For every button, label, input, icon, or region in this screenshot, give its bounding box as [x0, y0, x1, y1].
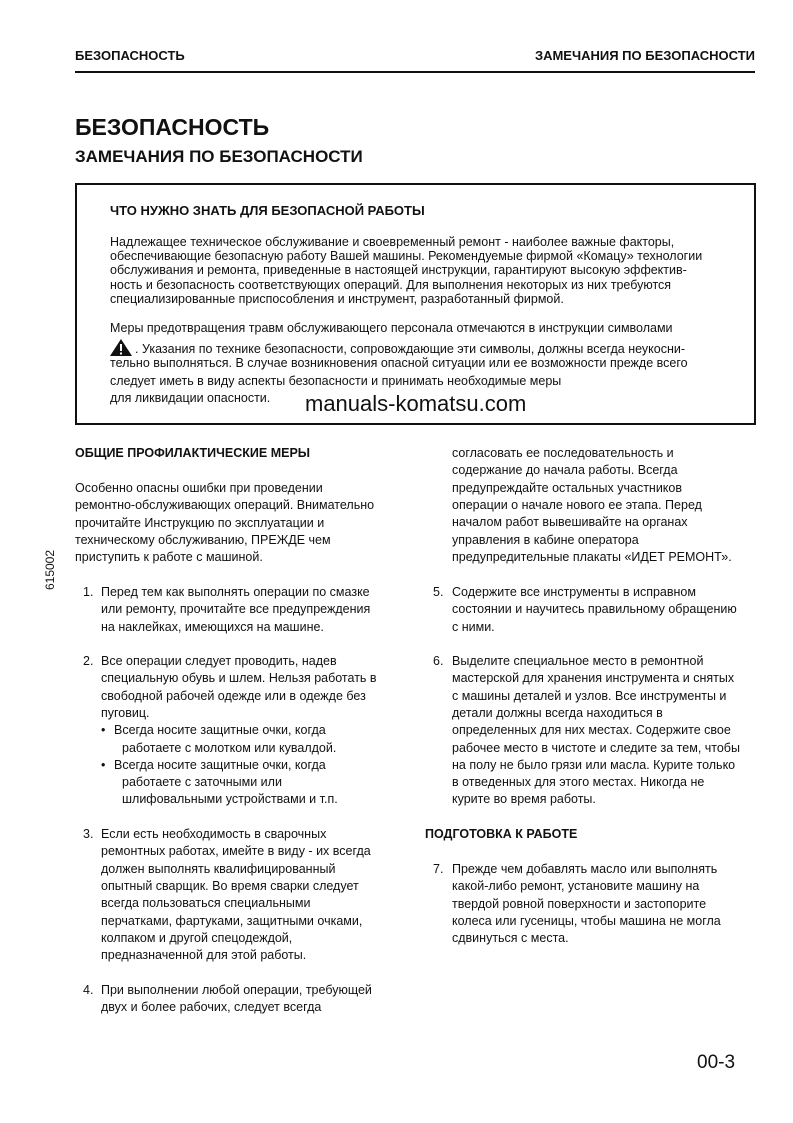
list-number: 6.	[433, 654, 444, 668]
list-item-line: специальную обувь и шлем. Нельзя работать в	[101, 671, 377, 686]
list-item-line: Прежде чем добавлять масло или выполнять	[452, 862, 718, 876]
list-item-line: на полу не было грязи или масла. Курите только	[452, 757, 736, 772]
notice-heading: ЧТО НУЖНО ЗНАТЬ ДЛЯ БЕЗОПАСНОЙ РАБОТЫ	[110, 203, 425, 218]
section-heading-general: ОБЩИЕ ПРОФИЛАКТИЧЕСКИЕ МЕРЫ	[75, 446, 311, 460]
notice-paragraph-line: обеспечивающие безопасную работу Вашей машины. Рекомендуемые фирмой «Комацу» технологии	[110, 249, 703, 264]
list-number: 7.	[433, 862, 444, 876]
list-item-line: свободной рабочей одежде или в одежде без	[101, 688, 366, 703]
list-item-line: детали должны всегда находиться в	[452, 705, 663, 720]
list-item-line: в отведенных для этого местах. Никогда не	[452, 775, 705, 790]
intro-line: приступить к работе с машиной.	[75, 550, 263, 565]
list-item-line: перчатками, фартуками, защитными очками,	[101, 913, 363, 928]
list-item-line: пуговиц.	[101, 705, 150, 720]
header-rule	[75, 71, 755, 73]
list-number: 3.	[83, 827, 94, 841]
list-item-line: или ремонту, прочитайте все предупреждения	[101, 602, 371, 617]
notice-paragraph-line: следует иметь в виду аспекты безопасности и принимать необходимые меры	[110, 373, 562, 388]
list-item-line: сдвинуться с места.	[452, 931, 569, 946]
watermark: manuals-komatsu.com	[305, 391, 527, 416]
page-number: 00-3	[697, 1052, 736, 1073]
list-item-line: курите во время работы.	[452, 792, 596, 807]
running-header-section: БЕЗОПАСНОСТЬ	[75, 48, 185, 63]
list-item-line: управления в кабине оператора	[452, 532, 639, 547]
bullet-icon: •	[101, 723, 106, 738]
list-item-line: мастерской для хранения инструмента и снятых	[452, 671, 735, 686]
list-number: 4.	[83, 983, 94, 997]
list-item-line: на наклейках, имеющихся на машине.	[101, 619, 324, 634]
list-item-line: предупреждайте остальных участников	[452, 480, 683, 495]
page-subtitle: ЗАМЕЧАНИЯ ПО БЕЗОПАСНОСТИ	[75, 147, 363, 166]
notice-paragraph-line: Надлежащее техническое обслуживание и своевременный ремонт - наиболее важные факторы,	[110, 235, 675, 249]
bullet-line: работаете с заточными или	[122, 775, 282, 790]
bullet-line: работаете с молотком или кувалдой.	[122, 740, 337, 755]
bullet-line: Всегда носите защитные очки, когда	[114, 757, 326, 772]
list-item-line: двух и более рабочих, следует всегда	[101, 1000, 322, 1015]
notice-paragraph-line: обслуживания и ремонта, приведенные в настоящей инструкции, гарантируют высокую эффектив-	[110, 263, 687, 278]
list-item-line: с ними.	[452, 619, 495, 634]
bullet-icon: •	[101, 757, 106, 772]
list-item-line: предупредительные плакаты «ИДЕТ РЕМОНТ».	[452, 549, 732, 564]
list-item-line: При выполнении любой операции, требующей	[101, 983, 372, 997]
list-item-line: колпаком и другой спецодеждой,	[101, 930, 293, 945]
running-header-topic: ЗАМЕЧАНИЯ ПО БЕЗОПАСНОСТИ	[534, 48, 755, 63]
list-item-line: определенных для них местах. Содержите свое	[452, 723, 731, 738]
bullet-line: Всегда носите защитные очки, когда	[114, 723, 326, 738]
list-item-line: всегда пользоваться специальными	[101, 896, 311, 911]
section-heading-preparation: ПОДГОТОВКА К РАБОТЕ	[425, 827, 578, 841]
page-title: БЕЗОПАСНОСТЬ	[75, 114, 270, 140]
list-number: 1.	[83, 585, 94, 599]
intro-line: Особенно опасны ошибки при проведении	[75, 481, 323, 495]
list-item-line: какой-либо ремонт, установите машину на	[452, 879, 700, 894]
notice-paragraph-line: тельно выполняться. В случае возникновения опасной ситуации или ее возможности прежде всего	[110, 356, 688, 370]
list-item-line: твердой ровной поверхности и застопорите	[452, 896, 707, 911]
list-item-line: Содержите все инструменты в исправном	[452, 585, 696, 599]
list-item-line: содержание до начала работы. Всегда	[452, 463, 678, 478]
notice-paragraph-line: для ликвидации опасности.	[110, 391, 271, 405]
list-item-line: Если есть необходимость в сварочных	[101, 827, 327, 841]
list-number: 5.	[433, 585, 444, 599]
list-item-line: Все операции следует проводить, надев	[101, 654, 337, 668]
list-number: 2.	[83, 654, 94, 668]
notice-paragraph-text: . Указания по технике безопасности, сопровождающие эти символы, должны всегда неукосни-	[135, 341, 686, 356]
notice-paragraph-line: Меры предотвращения травм обслуживающего персонала отмечаются в инструкции символами	[110, 321, 673, 335]
list-item-line: должен выполнять квалифицированный	[101, 861, 336, 876]
notice-paragraph-line: ность и безопасность соответствующих операций. Для выполнения некоторых из них требуются	[110, 277, 672, 292]
intro-line: техническому обслуживанию, ПРЕЖДЕ чем	[75, 532, 331, 547]
list-item-line: операции о начале нового ее этапа. Перед	[452, 497, 702, 512]
list-item-line: с машины деталей и узлов. Все инструменты и	[452, 688, 727, 703]
list-item-line: ремонтных работах, имейте в виду - их всегда	[101, 844, 371, 859]
list-item-line: предназначенной для этой работы.	[101, 948, 307, 963]
list-item-line: опытный сварщик. Во время сварки следует	[101, 878, 359, 893]
intro-line: прочитайте Инструкцию по эксплуатации и	[75, 515, 325, 530]
list-item-line: согласовать ее последовательность и	[452, 446, 674, 460]
intro-line: ремонтно-обслуживающих операций. Внимательно	[75, 498, 375, 513]
list-item-line: состоянии и научитесь правильному обращению	[452, 602, 737, 617]
list-item-line: колеса или гусеницы, чтобы машина не могла	[452, 913, 721, 928]
bullet-line: шлифовальными устройствами и т.п.	[122, 792, 338, 807]
list-item-line: началом работ вывешивайте на органах	[452, 515, 688, 530]
notice-paragraph-line: специализированные приспособления и инструмент, разработанный фирмой.	[110, 291, 564, 306]
list-item-line: рабочее место в чистоте и следите за тем, чтобы	[452, 740, 740, 755]
document-code: 615002	[43, 549, 58, 591]
list-item-line: Выделите специальное место в ремонтной	[452, 654, 704, 668]
list-item-line: Перед тем как выполнять операции по смазке	[101, 585, 370, 599]
